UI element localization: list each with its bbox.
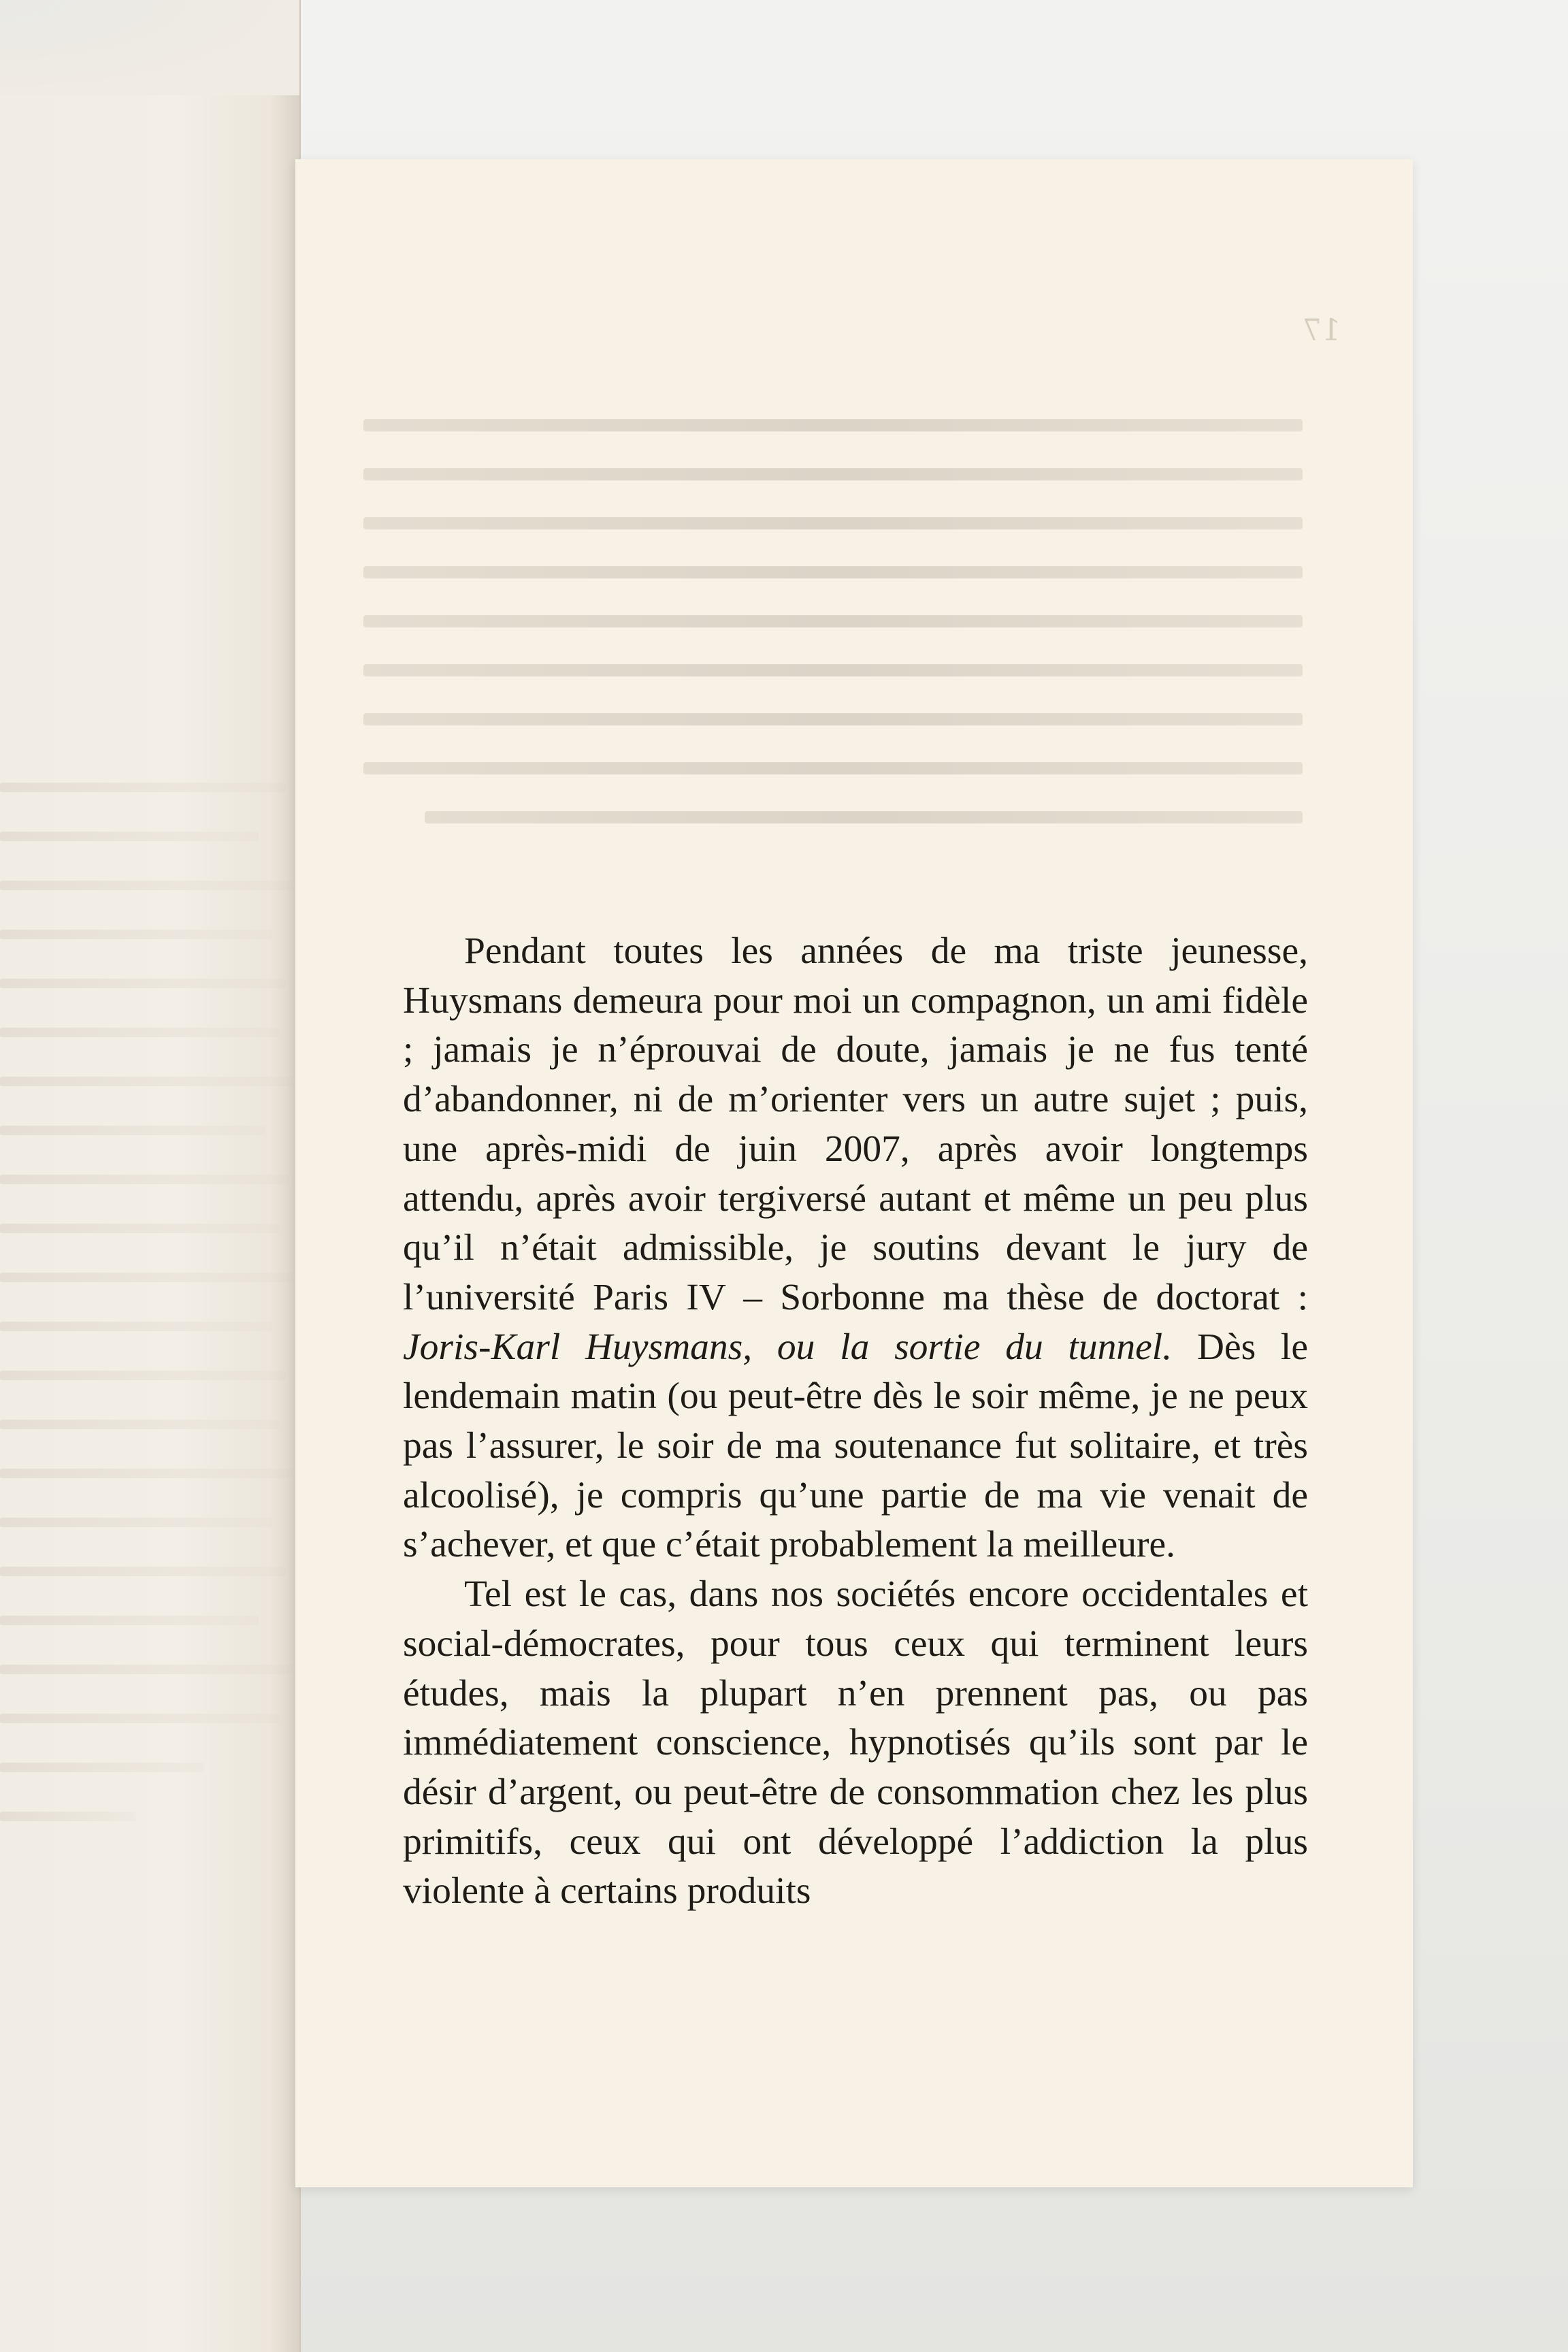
- left-page-ghost-line: [0, 1714, 279, 1723]
- left-page-ghost-line: [0, 1273, 293, 1282]
- left-page-ghost-line: [0, 1371, 286, 1380]
- left-page-ghost-line: [0, 1322, 272, 1331]
- left-page-ghost-line: [0, 1469, 293, 1478]
- show-through-line: [363, 517, 1303, 529]
- thesis-title: Joris-Karl Huysmans, ou la sortie du tunnel.: [403, 1326, 1173, 1368]
- paragraph-1-before: Pendant toutes les années de ma triste jeunesse, Huysmans demeura pour moi un compagnon, un ami fidèle ; jamais je n’éprouvai de doute, jamais je ne fus tenté d’abandonner, ni de m’orienter vers un autre sujet ; puis, une après-midi de juin 2007, après avoir longtemps attendu, après avoir tergiversé autant et même un peu plus qu’il n’était admissible, je soutins devant le jury de l’université Paris IV – Sorbonne ma thèse de doctorat :: [403, 930, 1308, 1318]
- show-through-line: [363, 566, 1303, 578]
- paragraph-2: Tel est le cas, dans nos sociétés encore occidentales et social-démocrates, pour tous ceux qui terminent leurs études, mais la plupart n’en prennent pas, ou pas immédiatement conscience, hypnotisés qu’ils sont par le désir d’argent, ou peut-être de consommation chez les plus primitifs, ceux qui ont développé l’addiction la plus violente à certains produits: [403, 1573, 1308, 1912]
- show-through-line: [363, 664, 1303, 676]
- left-page-ghost-line: [0, 783, 286, 792]
- show-through-line: [363, 468, 1303, 480]
- left-page-ghost-line: [0, 1763, 204, 1772]
- paragraph-1-after: Dès le lendemain matin (ou peut-être dès le soir même, je ne peux pas l’assurer, le soir de ma soutenance fut solitaire, et très alcoolisé), je compris qu’une partie de ma vie venait de s’achever, et que c’était probablement la meilleure.: [403, 1326, 1308, 1566]
- left-page-curve: [0, 0, 299, 95]
- left-page: [0, 0, 301, 2352]
- left-page-ghost-line: [0, 1567, 286, 1576]
- show-through-page-number: 17: [1303, 313, 1341, 348]
- left-page-ghost-line: [0, 881, 293, 890]
- left-page-ghost-line: [0, 832, 259, 841]
- left-page-ghost-line: [0, 1028, 279, 1037]
- left-page-ghost-line: [0, 1616, 259, 1625]
- show-through-line: [363, 713, 1303, 725]
- show-through-line: [363, 615, 1303, 627]
- left-page-ghost-line: [0, 1420, 279, 1429]
- show-through-line: [425, 811, 1303, 823]
- left-page-ghost-line: [0, 1665, 293, 1674]
- left-page-ghost-line: [0, 1126, 265, 1135]
- left-page-ghost-line: [0, 1175, 289, 1184]
- left-page-ghost-line: [0, 1077, 293, 1086]
- left-page-ghost-line: [0, 1224, 279, 1233]
- show-through-line: [363, 762, 1303, 774]
- page-text: [403, 927, 1308, 1916]
- show-through-line: [363, 419, 1303, 431]
- left-page-ghost-line: [0, 979, 286, 988]
- left-page-ghost-line: [0, 930, 272, 939]
- left-page-ghost-line: [0, 1812, 136, 1821]
- paragraph-1: [403, 927, 1308, 1570]
- left-page-ghost-line: [0, 1518, 272, 1527]
- show-through-text: [295, 159, 1413, 874]
- book-page: [295, 159, 1413, 2187]
